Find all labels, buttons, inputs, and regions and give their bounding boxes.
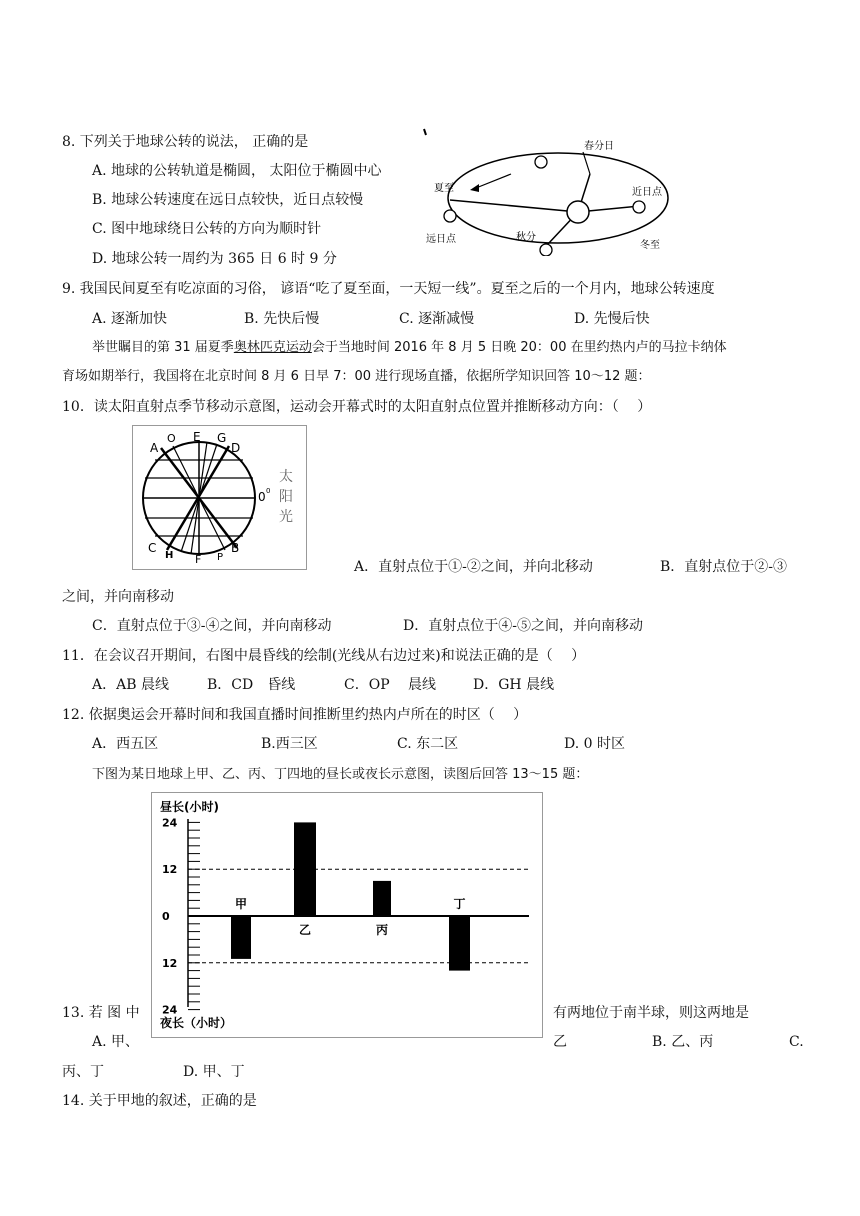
q9-option-b: B. 先快后慢 xyxy=(244,311,320,327)
chart-ytick-label: 12 xyxy=(162,863,178,877)
chart-ylabel-day: 昼长(小时) xyxy=(160,800,219,814)
q8-option-d: D. 地球公转一周约为 365 日 6 时 9 分 xyxy=(92,251,337,267)
q10-option-b-part2: 之间，并向南移动 xyxy=(62,589,174,605)
q14-stem: 14. 关于甲地的叙述，正确的是 xyxy=(62,1093,257,1109)
q10-option-a: A．直射点位于①-②之间，并向北移动 xyxy=(354,559,593,575)
q13-option-a-left: A. 甲、 xyxy=(92,1034,140,1050)
label-aphelion: 远日点 xyxy=(426,234,456,245)
q10-stem: 10．读太阳直射点季节移动示意图，运动会开幕式时的太阳直射点位置并推断移动方向：（ ） xyxy=(62,399,652,415)
q11-option-d: D．GH 晨线 xyxy=(473,677,555,693)
q11-stem: 11．在会议召开期间，右图中晨昏线的绘制(光线从右边过来)和说法正确的是（ ） xyxy=(62,648,586,664)
q10-option-b-part1: B．直射点位于②-③ xyxy=(660,559,788,575)
chart-bar-day xyxy=(373,881,391,916)
intro-olympics-underlined: 奥林匹克运动 xyxy=(233,340,312,355)
sun-label-f: F xyxy=(195,553,202,566)
q9-option-d: D. 先慢后快 xyxy=(574,311,650,327)
chart-category-label: 丁 xyxy=(453,897,466,911)
chart-category-label: 甲 xyxy=(234,897,248,911)
chart-ytick-label: 12 xyxy=(162,956,178,970)
intro-olympics-line2: 育场如期举行，我国将在北京时间 8 月 6 日早 7：00 进行现场直播，依据所学知识回答 10～12 题： xyxy=(62,369,651,384)
sunlight-label-2: 阳 xyxy=(279,489,293,505)
label-spring-equinox: 春分日 xyxy=(584,141,614,152)
sun-label-p: P xyxy=(217,552,224,563)
q12-stem: 12. 依据奥运会开幕时间和我国直播时间推断里约热内卢所在的时区（ ） xyxy=(62,707,528,723)
sun-diagram xyxy=(132,425,307,570)
q11-option-a: A．AB 晨线 xyxy=(92,677,169,693)
sunlight-label-1: 太 xyxy=(279,469,293,485)
degree-mark: 0 xyxy=(266,487,271,495)
intro-chart: 下图为某日地球上甲、乙、丙、丁四地的昼长或夜长示意图，读图后回答 13～15 题： xyxy=(92,767,589,782)
q9-stem: 9. 我国民间夏至有吃凉面的习俗， 谚语“吃了夏至面，一天短一线”。夏至之后的一个月内，地球公转速度 xyxy=(62,281,715,297)
chart-category-label: 丙 xyxy=(375,923,389,937)
q11-option-c: C．OP 晨线 xyxy=(344,677,437,693)
chart-bar-day xyxy=(294,822,316,916)
q13-stem-left: 13. 若 图 中 xyxy=(62,1005,140,1021)
label-summer-solstice: 夏至 xyxy=(434,183,454,194)
orbit-diagram xyxy=(418,126,708,256)
q13-option-b: B. 乙、丙 xyxy=(652,1034,714,1050)
chart-bar-night xyxy=(231,916,251,959)
sun-label-c: C xyxy=(148,541,157,555)
chart-ytick-label: 24 xyxy=(162,816,178,830)
label-winter-solstice: 冬至 xyxy=(640,240,660,251)
sun-label-d: D xyxy=(231,441,241,455)
q8-option-a: A. 地球的公转轨道是椭圆， 太阳位于椭圆中心 xyxy=(92,163,382,179)
chart-ylabel-night: 夜长（小时） xyxy=(160,1016,233,1030)
q10-option-d: D．直射点位于④-⑤之间，并向南移动 xyxy=(403,618,643,634)
q13-option-c-tail: 丙、丁 xyxy=(62,1064,104,1080)
chart-category-label: 乙 xyxy=(298,923,312,937)
sun-label-b: B xyxy=(231,541,240,555)
chart-ytick-label: 0 xyxy=(162,910,170,923)
sun-label-e: E xyxy=(193,430,201,444)
chart-bar-night xyxy=(449,916,470,971)
q12-option-b: B.西三区 xyxy=(261,736,318,752)
equator-zero-label: 0 xyxy=(258,490,266,504)
q13-stem-right: 有两地位于南半球，则这两地是 xyxy=(553,1005,749,1021)
day-night-chart xyxy=(151,792,543,1038)
q9-option-c: C. 逐渐减慢 xyxy=(399,311,475,327)
q13-option-c-head: C. xyxy=(789,1034,804,1050)
sun-label-o: O xyxy=(167,432,176,445)
label-perihelion: 近日点 xyxy=(632,187,662,198)
chart-ytick-label: 24 xyxy=(162,1003,178,1017)
intro-olympics-line1 xyxy=(92,339,727,357)
q8-option-b: B. 地球公转速度在远日点较快，近日点较慢 xyxy=(92,192,364,208)
sun-label-h: H xyxy=(165,550,174,561)
q12-option-c: C. 东二区 xyxy=(397,736,459,752)
q10-option-c: C．直射点位于③-④之间，并向南移动 xyxy=(92,618,332,634)
q8-stem: 8. 下列关于地球公转的说法， 正确的是 xyxy=(62,134,309,150)
q12-option-a: A．西五区 xyxy=(92,736,159,752)
q11-option-b: B．CD 昏线 xyxy=(207,677,296,693)
sun-label-a: A xyxy=(150,441,159,455)
intro-olympics-pre: 举世瞩目的第 31 届夏季 xyxy=(92,340,234,355)
q13-option-d: D. 甲、丁 xyxy=(183,1064,245,1080)
intro-olympics-post: 会于当地时间 2016 年 8 月 5 日晚 20：00 在里约热内卢的马拉卡纳体 xyxy=(311,340,727,355)
q8-option-c: C. 图中地球绕日公转的方向为顺时针 xyxy=(92,221,322,237)
label-autumn-equinox: 秋分 xyxy=(516,232,536,243)
q12-option-d: D. 0 时区 xyxy=(564,736,625,752)
sunlight-label-3: 光 xyxy=(279,509,293,525)
q13-option-a-right: 乙 xyxy=(553,1034,567,1050)
q9-option-a: A. 逐渐加快 xyxy=(92,311,168,327)
sun-label-g: G xyxy=(217,431,227,445)
